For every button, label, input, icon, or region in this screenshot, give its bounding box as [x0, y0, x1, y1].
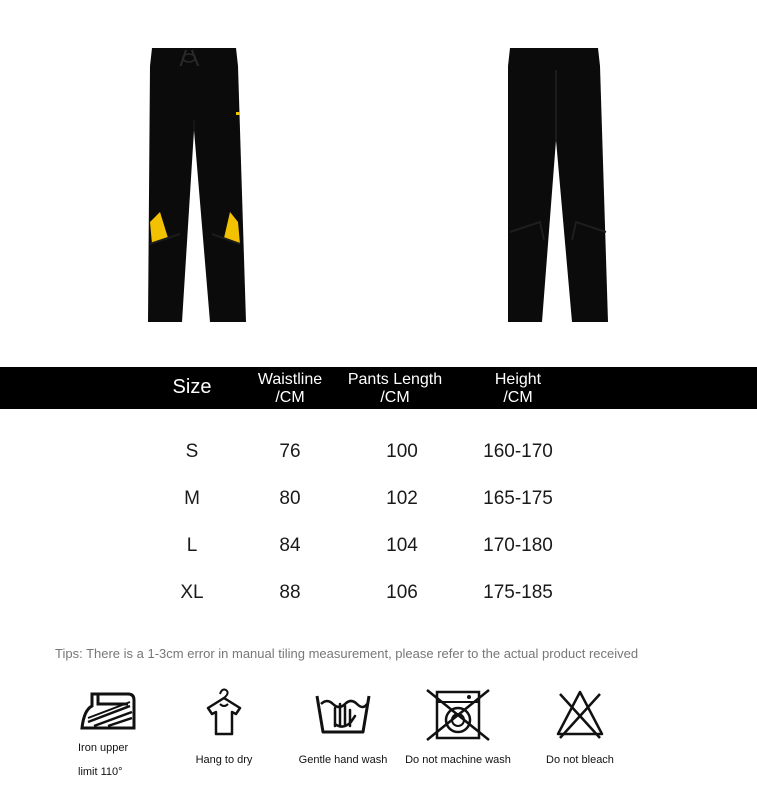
table-row: [0, 531, 757, 561]
measurement-tips: Tips: There is a 1-3cm error in manual tiling measurement, please refer to the actual product received: [55, 646, 639, 661]
length-cell: 100: [386, 441, 418, 462]
hanger-shirt-icon: [200, 686, 248, 742]
hand-wash-label: Gentle hand wash: [298, 754, 388, 766]
table-row: [0, 578, 757, 608]
pants-back-image: [480, 0, 630, 360]
size-cell: S: [185, 441, 199, 462]
size-cell: L: [186, 535, 198, 556]
iron-icon: [78, 686, 138, 734]
no-bleach-label: Do not bleach: [546, 754, 614, 766]
size-cell: XL: [180, 582, 204, 603]
hang-label: Hang to dry: [195, 754, 253, 766]
size-cell: M: [184, 488, 200, 509]
waist-cell: 84: [279, 535, 301, 556]
no-machine-wash-icon: [423, 686, 493, 742]
height-cell: 175-185: [483, 582, 553, 603]
length-cell: 106: [386, 582, 418, 603]
header-height: Height /CM: [494, 371, 542, 406]
waist-cell: 88: [279, 582, 301, 603]
header-size: Size: [172, 376, 212, 398]
iron-label-line2: limit 110°: [78, 766, 123, 778]
care-hand-wash: [292, 686, 394, 766]
care-iron: [78, 686, 146, 782]
no-machine-label: Do not machine wash: [405, 754, 511, 766]
height-cell: 160-170: [483, 441, 553, 462]
care-hang-dry: [188, 686, 260, 766]
care-no-machine-wash: [398, 686, 518, 766]
no-bleach-icon: [554, 686, 606, 742]
header-waistline: Waistline /CM: [257, 371, 323, 406]
length-cell: 102: [386, 488, 418, 509]
height-cell: 170-180: [483, 535, 553, 556]
care-no-bleach: [538, 686, 622, 766]
header-pants-length: Pants Length /CM: [347, 371, 443, 406]
height-cell: 165-175: [483, 488, 553, 509]
table-row: [0, 484, 757, 514]
waist-cell: 80: [279, 488, 301, 509]
hand-wash-icon: [313, 686, 373, 742]
iron-label-line1: Iron upper: [78, 742, 129, 754]
pants-front-image: [120, 0, 270, 360]
table-row: [0, 437, 757, 467]
waist-cell: 76: [279, 441, 301, 462]
length-cell: 104: [386, 535, 418, 556]
